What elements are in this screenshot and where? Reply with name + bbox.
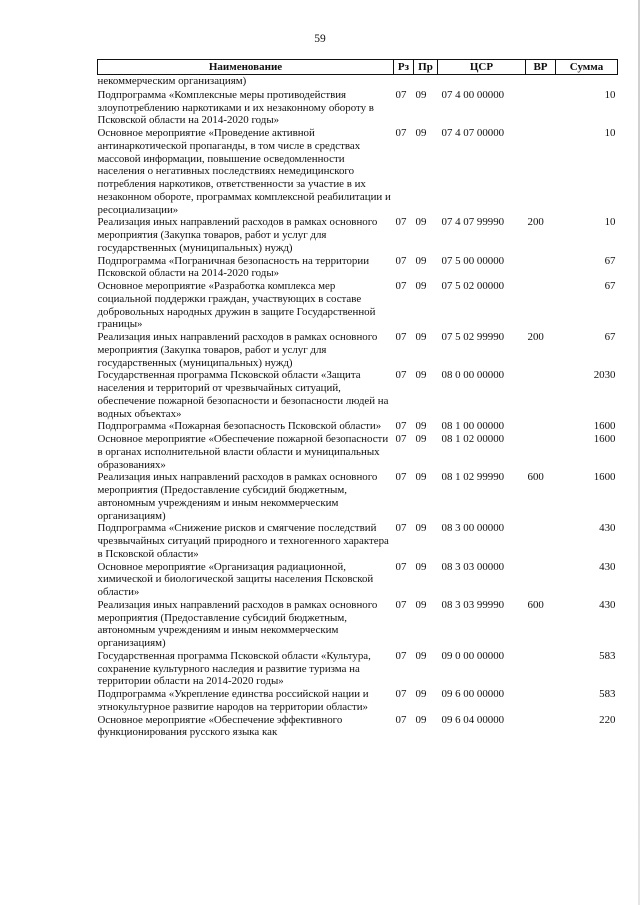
table-row (98, 216, 618, 254)
row-csr: 09 6 00 00000 (441, 688, 505, 700)
row-rz: 07 (395, 331, 407, 343)
row-vr (526, 127, 556, 216)
row-sum: 1600 (593, 433, 616, 445)
row-sum: 10 (604, 88, 616, 101)
row-name: Подпрограмма «Пожарная безопасность Псковской области» (97, 420, 382, 433)
row-vr (526, 650, 556, 688)
table-row (98, 369, 618, 420)
table-row (98, 561, 618, 599)
table-row (98, 88, 618, 127)
table-row (98, 688, 618, 714)
row-name: некоммерческим организациям) (97, 75, 247, 87)
row-pr: 09 (415, 369, 427, 382)
row-pr: 09 (415, 522, 427, 535)
row-sum: 583 (599, 688, 616, 700)
row-name: Подпрограмма «Комплексные меры противодействия злоупотреблению наркотиками и их незаконному обороту в Псковской области на 2014-2020 годы» (97, 88, 374, 127)
row-sum: 583 (599, 649, 616, 662)
row-vr (526, 522, 556, 560)
row-pr: 09 (415, 713, 427, 726)
table-row (98, 433, 618, 471)
row-pr: 09 (415, 420, 427, 433)
budget-table (97, 59, 618, 739)
header-csr: ЦСР (438, 60, 526, 75)
row-csr: 08 3 03 00000 (441, 560, 505, 573)
table-row (98, 471, 618, 522)
table-row (98, 331, 618, 369)
row-sum: 10 (604, 127, 616, 139)
row-pr: 09 (415, 88, 427, 101)
row-vr (526, 420, 556, 433)
row-vr: 200 (527, 331, 544, 343)
row-sum (556, 75, 618, 88)
row-sum: 2030 (593, 369, 616, 382)
row-sum: 430 (599, 560, 616, 573)
table-row (98, 75, 618, 88)
row-pr: 09 (415, 127, 427, 139)
row-rz: 07 (395, 522, 407, 535)
row-csr: 07 4 07 00000 (441, 127, 505, 139)
row-rz: 07 (395, 433, 407, 445)
row-pr: 09 (415, 649, 427, 662)
row-vr: 600 (527, 598, 544, 611)
row-sum: 67 (604, 331, 616, 343)
table-row (98, 280, 618, 331)
row-sum: 430 (599, 522, 616, 535)
row-pr (414, 75, 438, 88)
row-csr: 08 1 02 99990 (441, 471, 505, 484)
row-pr: 09 (415, 280, 427, 292)
row-rz: 07 (395, 688, 407, 700)
row-sum: 67 (604, 280, 616, 292)
row-csr: 07 4 00 00000 (441, 88, 505, 101)
row-vr: 200 (527, 216, 544, 229)
header-sum: Сумма (556, 60, 618, 75)
row-pr: 09 (415, 216, 427, 229)
row-pr: 09 (415, 433, 427, 445)
row-rz: 07 (395, 649, 407, 662)
row-rz: 07 (395, 127, 407, 139)
row-vr (526, 280, 556, 331)
row-name: Государственная программа Псковской области «Защита населения и территорий от чрезвычайных ситуаций, обеспечение пожарной безопасности и безопасности людей на водных объектах» (97, 369, 389, 420)
row-pr: 09 (415, 560, 427, 573)
row-name: Основное мероприятие «Организация радиационной, химической и биологической защиты населения Псковской области» (97, 560, 374, 598)
row-vr (526, 75, 556, 88)
row-pr: 09 (415, 688, 427, 700)
row-rz: 07 (395, 598, 407, 611)
row-csr: 07 5 02 99990 (441, 331, 505, 343)
row-vr (526, 688, 556, 714)
row-vr (526, 561, 556, 599)
row-pr: 09 (415, 471, 427, 484)
row-csr: 08 0 00 00000 (441, 369, 505, 382)
row-csr (438, 75, 526, 88)
header-vr: ВР (526, 60, 556, 75)
row-sum: 1600 (593, 420, 616, 433)
row-name: Реализация иных направлений расходов в рамках основного мероприятия (Закупка товаров, работ и услуг для государственных (муниципальных) нужд) (97, 331, 378, 369)
row-pr: 09 (415, 331, 427, 343)
row-name: Реализация иных направлений расходов в рамках основного мероприятия (Закупка товаров, работ и услуг для государственных (муниципальных) нужд) (97, 216, 378, 254)
row-rz: 07 (395, 254, 407, 267)
row-csr: 07 4 07 99990 (441, 216, 505, 229)
row-name: Государственная программа Псковской области «Культура, сохранение культурного наследия и развитие туризма на территории области на 2014-2020 годы» (97, 649, 371, 688)
row-rz: 07 (395, 420, 407, 433)
row-csr: 08 1 02 00000 (441, 433, 505, 445)
row-name: Основное мероприятие «Разработка комплекса мер социальной поддержки граждан, участвующих в составе добровольных народных дружин в защите Государственной границы» (97, 280, 376, 331)
row-name: Реализация иных направлений расходов в рамках основного мероприятия (Предоставление субсидий бюджетным, автономным учреждениям и иным некоммерческим организациям) (97, 471, 378, 522)
row-vr (526, 88, 556, 127)
row-rz: 07 (395, 560, 407, 573)
row-rz (394, 75, 414, 88)
row-sum: 10 (604, 216, 616, 229)
table-row (98, 127, 618, 216)
table-row (98, 650, 618, 688)
page-number: 59 (314, 33, 326, 45)
row-csr: 09 0 00 00000 (441, 649, 505, 662)
row-name: Подпрограмма «Снижение рисков и смягчение последствий чрезвычайных ситуаций природного и техногенного характера в Псковской области» (97, 522, 389, 560)
row-vr (526, 255, 556, 281)
row-csr: 08 1 00 00000 (441, 420, 505, 433)
row-csr: 07 5 00 00000 (441, 254, 505, 267)
row-sum: 220 (599, 713, 616, 726)
row-rz: 07 (395, 280, 407, 292)
header-rz: Рз (394, 60, 414, 75)
row-csr: 08 3 03 99990 (441, 598, 505, 611)
row-name: Основное мероприятие «Обеспечение эффективного функционирования русского языка как (97, 713, 343, 739)
row-vr (526, 714, 556, 740)
row-name: Подпрограмма «Укрепление единства российской нации и этнокультурное развитие народов на территории области» (97, 688, 369, 713)
row-csr: 09 6 04 00000 (441, 713, 505, 726)
row-pr: 09 (415, 254, 427, 267)
table-row (98, 522, 618, 560)
row-csr: 08 3 00 00000 (441, 522, 505, 535)
table-row (98, 420, 618, 433)
row-sum: 430 (599, 598, 616, 611)
row-name: Реализация иных направлений расходов в рамках основного мероприятия (Предоставление субсидий бюджетным, автономным учреждениям и иным некоммерческим организациям) (97, 598, 378, 649)
row-rz: 07 (395, 216, 407, 229)
row-name: Основное мероприятие «Проведение активной антинаркотической пропаганды, в том числе в средствах массовой информации, повышение осведомленности населения о негативных последствиях немедицинского потребления наркотиков, ответственности за участие в их незаконном обороте, программах комплексной реабилитации и ресоциализации» (97, 127, 391, 216)
row-rz: 07 (395, 713, 407, 726)
row-csr: 07 5 02 00000 (441, 280, 505, 292)
table-row (98, 255, 618, 281)
row-vr (526, 433, 556, 471)
row-vr: 600 (527, 471, 544, 484)
row-name: Подпрограмма «Пограничная безопасность на территории Псковской области на 2014-2020 годы» (97, 254, 370, 280)
table-row (98, 714, 618, 740)
header-pr: Пр (414, 60, 438, 75)
row-rz: 07 (395, 369, 407, 382)
row-rz: 07 (395, 471, 407, 484)
row-sum: 67 (604, 254, 616, 267)
row-rz: 07 (395, 88, 407, 101)
row-name: Основное мероприятие «Обеспечение пожарной безопасности в органах исполнительной власти области и муниципальных образованиях» (97, 433, 389, 471)
row-pr: 09 (415, 598, 427, 611)
header-name: Наименование (98, 60, 394, 75)
table-row (98, 599, 618, 650)
row-sum: 1600 (593, 471, 616, 484)
table-header-row (98, 60, 618, 75)
row-vr (526, 369, 556, 420)
